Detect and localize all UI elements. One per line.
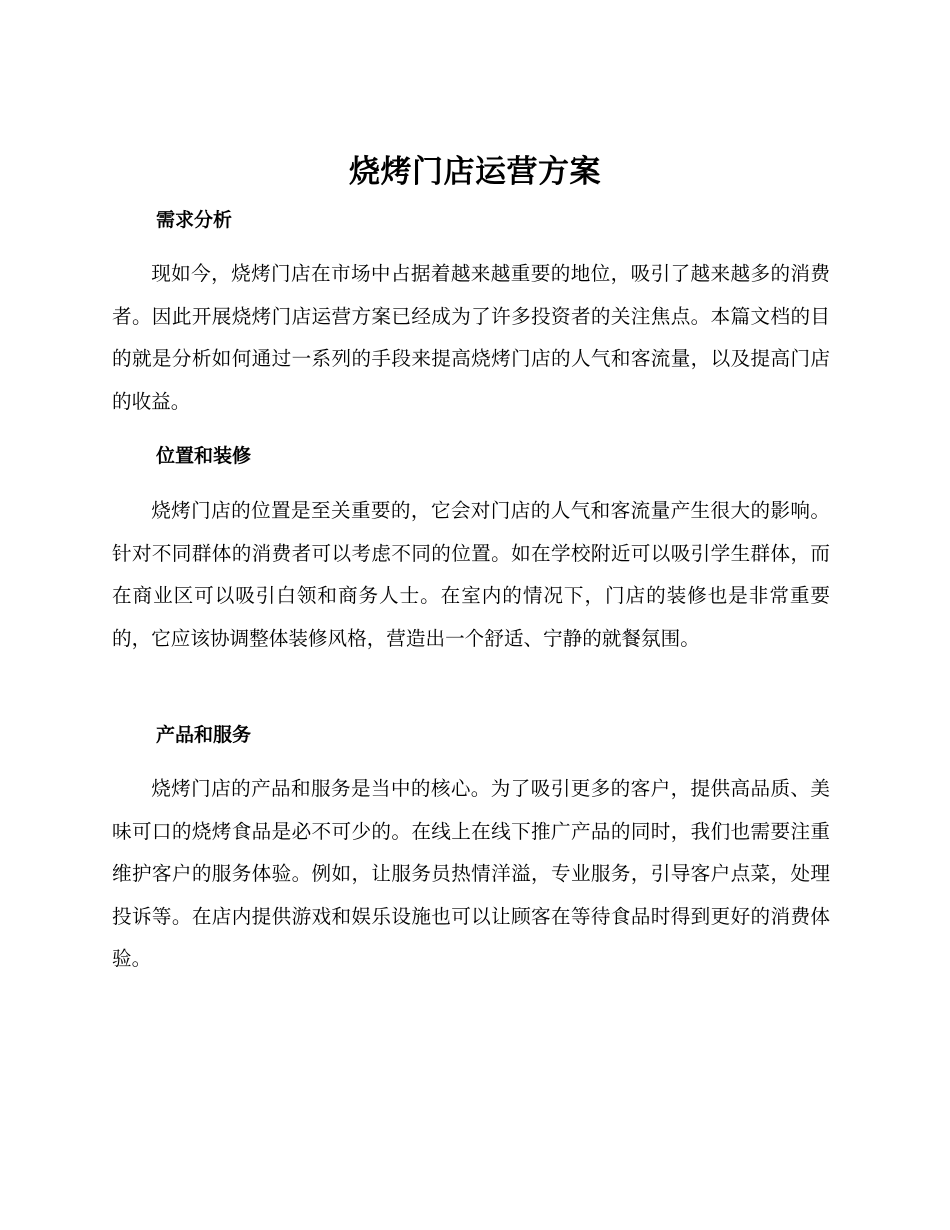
section-body-location-decoration: 烧烤门店的位置是至关重要的，它会对门店的人气和客流量产生很大的影响。针对不同群体的消费者可以考虑不同的位置。如在学校附近可以吸引学生群体，而在商业区可以吸引白领和商务人士。在室内的情况下，门店的装修也是非常重要的，它应该协调整体装修风格，营造出一个舒适、宁静的就餐氛围。	[112, 499, 830, 650]
document-title: 烧烤门店运营方案	[349, 154, 601, 190]
section-body-products-services: 烧烤门店的产品和服务是当中的核心。为了吸引更多的客户，提供高品质、美味可口的烧烤食品是必不可少的。在线上在线下推广产品的同时，我们也需要注重维护客户的服务体验。例如，让服务员热情洋溢，专业服务，引导客户点菜，处理投诉等。在店内提供游戏和娱乐设施也可以让顾客在等待食品时得到更好的消费体验。	[112, 777, 830, 970]
section-heading-products-services: 产品和服务	[156, 724, 252, 746]
section-body-demand-analysis: 现如今，烧烤门店在市场中占据着越来越重要的地位，吸引了越来越多的消费者。因此开展烧烤门店运营方案已经成为了许多投资者的关注焦点。本篇文档的目的就是分析如何通过一系列的手段来提高烧烤门店的人气和客流量，以及提高门店的收益。	[112, 262, 830, 413]
section-heading-demand-analysis: 需求分析	[156, 209, 233, 231]
section-heading-location-decoration: 位置和装修	[156, 445, 252, 467]
